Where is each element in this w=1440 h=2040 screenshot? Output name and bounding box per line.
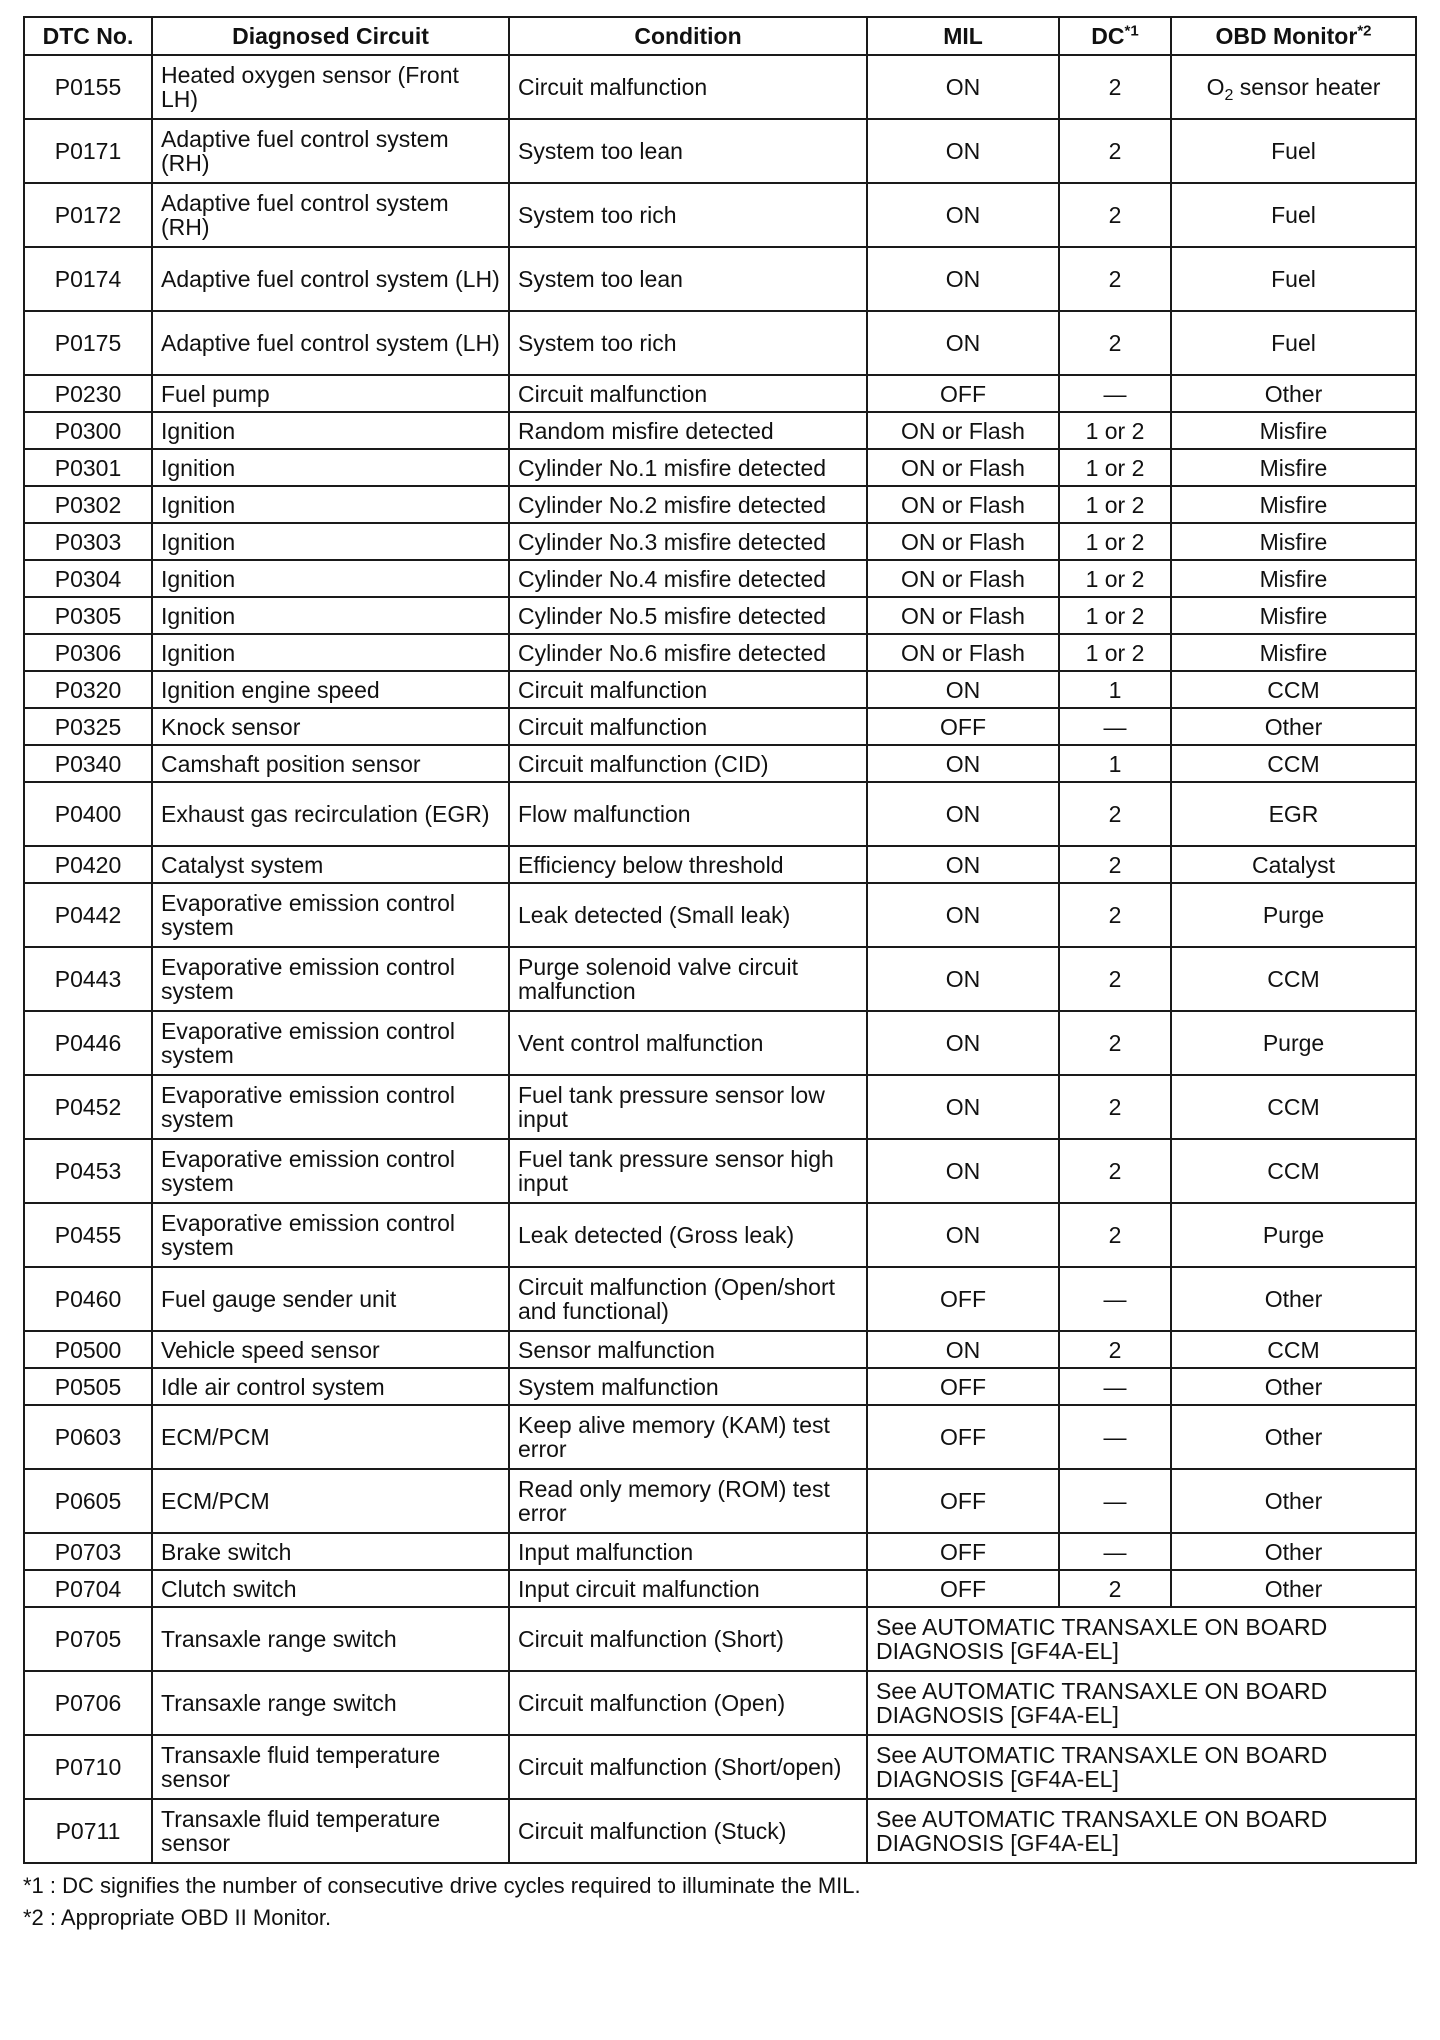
header-circuit: Diagnosed Circuit bbox=[152, 17, 509, 55]
condition-cell: System malfunction bbox=[509, 1368, 867, 1405]
obd-monitor-cell: Other bbox=[1171, 1405, 1416, 1469]
condition-cell: Circuit malfunction (Stuck) bbox=[509, 1799, 867, 1863]
dc-cell: 2 bbox=[1059, 247, 1171, 311]
obd-monitor-cell: Other bbox=[1171, 1533, 1416, 1570]
obd-monitor-cell: Catalyst bbox=[1171, 846, 1416, 883]
obd-monitor-cell: Purge bbox=[1171, 883, 1416, 947]
dtc-code-cell: P0302 bbox=[24, 486, 152, 523]
table-row bbox=[24, 55, 1416, 119]
dc-cell: 1 bbox=[1059, 745, 1171, 782]
dtc-code-cell: P0505 bbox=[24, 1368, 152, 1405]
obd-monitor-cell: CCM bbox=[1171, 1331, 1416, 1368]
table-row bbox=[24, 634, 1416, 671]
condition-cell: Circuit malfunction (Short/open) bbox=[509, 1735, 867, 1799]
mil-cell: ON bbox=[867, 55, 1059, 119]
diagnosed-circuit-cell: Camshaft position sensor bbox=[152, 745, 509, 782]
diagnosed-circuit-cell: Evaporative emission control system bbox=[152, 1011, 509, 1075]
table-row bbox=[24, 782, 1416, 846]
obd-monitor-cell: EGR bbox=[1171, 782, 1416, 846]
diagnosed-circuit-cell: Ignition bbox=[152, 597, 509, 634]
table-row bbox=[24, 1735, 1416, 1799]
obd-monitor-cell: Misfire bbox=[1171, 449, 1416, 486]
dc-cell: 2 bbox=[1059, 183, 1171, 247]
mil-cell: ON bbox=[867, 1139, 1059, 1203]
dc-cell: 1 or 2 bbox=[1059, 523, 1171, 560]
footnote-1: *1 : DC signifies the number of consecutive drive cycles required to illuminate the MIL. bbox=[23, 1873, 861, 1898]
diagnosed-circuit-cell: Ignition engine speed bbox=[152, 671, 509, 708]
diagnosed-circuit-cell: Idle air control system bbox=[152, 1368, 509, 1405]
table-row bbox=[24, 523, 1416, 560]
table-row bbox=[24, 119, 1416, 183]
header-dc-footnote-mark: *1 bbox=[1124, 22, 1139, 40]
dtc-code-cell: P0704 bbox=[24, 1570, 152, 1607]
table-row bbox=[24, 708, 1416, 745]
mil-cell: OFF bbox=[867, 1533, 1059, 1570]
obd-monitor-cell: Other bbox=[1171, 375, 1416, 412]
dtc-code-cell: P0400 bbox=[24, 782, 152, 846]
obd-monitor-cell: Fuel bbox=[1171, 247, 1416, 311]
diagnosed-circuit-cell: Brake switch bbox=[152, 1533, 509, 1570]
condition-cell: Circuit malfunction bbox=[509, 375, 867, 412]
header-obd-label: OBD Monitor bbox=[1215, 23, 1358, 49]
obd-monitor-cell: Other bbox=[1171, 1469, 1416, 1533]
condition-cell: Circuit malfunction (CID) bbox=[509, 745, 867, 782]
obd-monitor-cell: CCM bbox=[1171, 947, 1416, 1011]
dc-cell: 2 bbox=[1059, 1011, 1171, 1075]
table-row bbox=[24, 671, 1416, 708]
condition-cell: Cylinder No.2 misfire detected bbox=[509, 486, 867, 523]
dtc-code-cell: P0420 bbox=[24, 846, 152, 883]
see-reference-cell: See AUTOMATIC TRANSAXLE ON BOARD DIAGNOSIS [GF4A-EL] bbox=[867, 1799, 1416, 1863]
condition-cell: Read only memory (ROM) test error bbox=[509, 1469, 867, 1533]
mil-cell: ON bbox=[867, 671, 1059, 708]
dtc-code-cell: P0303 bbox=[24, 523, 152, 560]
dtc-code-cell: P0301 bbox=[24, 449, 152, 486]
table-row bbox=[24, 1075, 1416, 1139]
condition-cell: Circuit malfunction bbox=[509, 671, 867, 708]
table-row bbox=[24, 1011, 1416, 1075]
condition-cell: Cylinder No.1 misfire detected bbox=[509, 449, 867, 486]
dc-cell: 2 bbox=[1059, 782, 1171, 846]
condition-cell: Leak detected (Small leak) bbox=[509, 883, 867, 947]
dc-cell: 2 bbox=[1059, 1203, 1171, 1267]
diagnosed-circuit-cell: ECM/PCM bbox=[152, 1469, 509, 1533]
diagnosed-circuit-cell: ECM/PCM bbox=[152, 1405, 509, 1469]
obd-monitor-cell: Other bbox=[1171, 1368, 1416, 1405]
dc-cell: 1 or 2 bbox=[1059, 449, 1171, 486]
mil-cell: OFF bbox=[867, 1570, 1059, 1607]
dc-cell: 1 or 2 bbox=[1059, 412, 1171, 449]
diagnosed-circuit-cell: Transaxle fluid temperature sensor bbox=[152, 1799, 509, 1863]
diagnosed-circuit-cell: Ignition bbox=[152, 449, 509, 486]
mil-cell: ON bbox=[867, 1331, 1059, 1368]
condition-cell: Purge solenoid valve circuit malfunction bbox=[509, 947, 867, 1011]
dtc-code-cell: P0171 bbox=[24, 119, 152, 183]
table-row bbox=[24, 1607, 1416, 1671]
obd-monitor-cell: $O_2$ sensor heater bbox=[1171, 55, 1416, 119]
dc-cell: — bbox=[1059, 1405, 1171, 1469]
diagnosed-circuit-cell: Ignition bbox=[152, 412, 509, 449]
footnotes bbox=[23, 1870, 1415, 1934]
mil-cell: OFF bbox=[867, 1267, 1059, 1331]
table-row bbox=[24, 560, 1416, 597]
mil-cell: ON or Flash bbox=[867, 449, 1059, 486]
condition-cell: Vent control malfunction bbox=[509, 1011, 867, 1075]
dtc-document bbox=[23, 16, 1415, 1934]
mil-cell: ON bbox=[867, 247, 1059, 311]
diagnosed-circuit-cell: Evaporative emission control system bbox=[152, 1075, 509, 1139]
dtc-code-cell: P0710 bbox=[24, 1735, 152, 1799]
table-row bbox=[24, 1139, 1416, 1203]
condition-cell: Circuit malfunction (Open/short and functional) bbox=[509, 1267, 867, 1331]
table-row bbox=[24, 1469, 1416, 1533]
diagnosed-circuit-cell: Ignition bbox=[152, 634, 509, 671]
condition-cell: Sensor malfunction bbox=[509, 1331, 867, 1368]
dtc-code-cell: P0453 bbox=[24, 1139, 152, 1203]
table-row bbox=[24, 883, 1416, 947]
mil-cell: OFF bbox=[867, 375, 1059, 412]
mil-cell: OFF bbox=[867, 708, 1059, 745]
header-dtc: DTC No. bbox=[24, 17, 152, 55]
table-row bbox=[24, 1267, 1416, 1331]
mil-cell: ON bbox=[867, 119, 1059, 183]
condition-cell: Input malfunction bbox=[509, 1533, 867, 1570]
dtc-code-cell: P0306 bbox=[24, 634, 152, 671]
dtc-code-cell: P0155 bbox=[24, 55, 152, 119]
table-row bbox=[24, 1203, 1416, 1267]
condition-cell: Keep alive memory (KAM) test error bbox=[509, 1405, 867, 1469]
diagnosed-circuit-cell: Transaxle range switch bbox=[152, 1607, 509, 1671]
dc-cell: 1 or 2 bbox=[1059, 634, 1171, 671]
diagnosed-circuit-cell: Catalyst system bbox=[152, 846, 509, 883]
condition-cell: Flow malfunction bbox=[509, 782, 867, 846]
obd-monitor-cell: Misfire bbox=[1171, 523, 1416, 560]
table-row bbox=[24, 745, 1416, 782]
dtc-code-cell: P0711 bbox=[24, 1799, 152, 1863]
table-row bbox=[24, 311, 1416, 375]
dtc-code-cell: P0304 bbox=[24, 560, 152, 597]
obd-monitor-cell: Misfire bbox=[1171, 412, 1416, 449]
table-row bbox=[24, 486, 1416, 523]
table-row bbox=[24, 449, 1416, 486]
mil-cell: ON bbox=[867, 1203, 1059, 1267]
condition-cell: Cylinder No.6 misfire detected bbox=[509, 634, 867, 671]
obd-monitor-cell: Other bbox=[1171, 1570, 1416, 1607]
diagnosed-circuit-cell: Ignition bbox=[152, 486, 509, 523]
condition-cell: Fuel tank pressure sensor high input bbox=[509, 1139, 867, 1203]
dtc-code-cell: P0320 bbox=[24, 671, 152, 708]
table-row bbox=[24, 1368, 1416, 1405]
obd-monitor-cell: Fuel bbox=[1171, 311, 1416, 375]
mil-cell: ON or Flash bbox=[867, 523, 1059, 560]
diagnosed-circuit-cell: Fuel pump bbox=[152, 375, 509, 412]
footnote-2: *2 : Appropriate OBD II Monitor. bbox=[23, 1905, 332, 1930]
dtc-code-cell: P0175 bbox=[24, 311, 152, 375]
table-row bbox=[24, 1331, 1416, 1368]
diagnosed-circuit-cell: Exhaust gas recirculation (EGR) bbox=[152, 782, 509, 846]
dtc-code-cell: P0460 bbox=[24, 1267, 152, 1331]
table-row bbox=[24, 183, 1416, 247]
obd-monitor-cell: CCM bbox=[1171, 745, 1416, 782]
condition-cell: Circuit malfunction (Short) bbox=[509, 1607, 867, 1671]
obd-monitor-cell: Misfire bbox=[1171, 597, 1416, 634]
dc-cell: 2 bbox=[1059, 1570, 1171, 1607]
dc-cell: — bbox=[1059, 1267, 1171, 1331]
mil-cell: OFF bbox=[867, 1368, 1059, 1405]
obd-monitor-cell: Other bbox=[1171, 708, 1416, 745]
table-row bbox=[24, 1799, 1416, 1863]
obd-monitor-cell: Misfire bbox=[1171, 486, 1416, 523]
dc-cell: — bbox=[1059, 375, 1171, 412]
mil-cell: OFF bbox=[867, 1469, 1059, 1533]
mil-cell: ON bbox=[867, 947, 1059, 1011]
mil-cell: ON bbox=[867, 1075, 1059, 1139]
diagnosed-circuit-cell: Adaptive fuel control system (LH) bbox=[152, 247, 509, 311]
condition-cell: Input circuit malfunction bbox=[509, 1570, 867, 1607]
dtc-code-cell: P0340 bbox=[24, 745, 152, 782]
dtc-code-cell: P0705 bbox=[24, 1607, 152, 1671]
header-dc bbox=[1059, 17, 1171, 55]
obd-monitor-cell: Fuel bbox=[1171, 119, 1416, 183]
dtc-code-cell: P0603 bbox=[24, 1405, 152, 1469]
dc-cell: 1 bbox=[1059, 671, 1171, 708]
obd-monitor-cell: CCM bbox=[1171, 671, 1416, 708]
mil-cell: ON bbox=[867, 183, 1059, 247]
condition-cell: System too rich bbox=[509, 311, 867, 375]
obd-monitor-cell: CCM bbox=[1171, 1075, 1416, 1139]
dtc-code-cell: P0605 bbox=[24, 1469, 152, 1533]
condition-cell: System too rich bbox=[509, 183, 867, 247]
header-dc-label: DC bbox=[1091, 23, 1125, 49]
dtc-code-cell: P0446 bbox=[24, 1011, 152, 1075]
mil-cell: ON bbox=[867, 745, 1059, 782]
dtc-code-cell: P0172 bbox=[24, 183, 152, 247]
dtc-code-cell: P0442 bbox=[24, 883, 152, 947]
condition-cell: Cylinder No.5 misfire detected bbox=[509, 597, 867, 634]
obd-monitor-cell: Misfire bbox=[1171, 560, 1416, 597]
table-row bbox=[24, 247, 1416, 311]
diagnosed-circuit-cell: Clutch switch bbox=[152, 1570, 509, 1607]
see-reference-cell: See AUTOMATIC TRANSAXLE ON BOARD DIAGNOSIS [GF4A-EL] bbox=[867, 1671, 1416, 1735]
dtc-table bbox=[23, 16, 1417, 1864]
diagnosed-circuit-cell: Ignition bbox=[152, 523, 509, 560]
table-row bbox=[24, 1405, 1416, 1469]
diagnosed-circuit-cell: Heated oxygen sensor (Front LH) bbox=[152, 55, 509, 119]
dtc-code-cell: P0300 bbox=[24, 412, 152, 449]
table-row bbox=[24, 1570, 1416, 1607]
obd-monitor-cell: Other bbox=[1171, 1267, 1416, 1331]
mil-cell: ON bbox=[867, 1011, 1059, 1075]
dtc-code-cell: P0452 bbox=[24, 1075, 152, 1139]
header-obd-footnote-mark: *2 bbox=[1357, 22, 1372, 40]
dtc-code-cell: P0230 bbox=[24, 375, 152, 412]
dtc-code-cell: P0706 bbox=[24, 1671, 152, 1735]
dc-cell: 2 bbox=[1059, 311, 1171, 375]
dc-cell: 2 bbox=[1059, 1331, 1171, 1368]
condition-cell: Circuit malfunction (Open) bbox=[509, 1671, 867, 1735]
dc-cell: 2 bbox=[1059, 119, 1171, 183]
table-row bbox=[24, 412, 1416, 449]
dc-cell: — bbox=[1059, 1469, 1171, 1533]
dc-cell: 2 bbox=[1059, 55, 1171, 119]
condition-cell: Leak detected (Gross leak) bbox=[509, 1203, 867, 1267]
condition-cell: Cylinder No.4 misfire detected bbox=[509, 560, 867, 597]
table-row bbox=[24, 1533, 1416, 1570]
table-row bbox=[24, 846, 1416, 883]
dtc-code-cell: P0500 bbox=[24, 1331, 152, 1368]
diagnosed-circuit-cell: Transaxle range switch bbox=[152, 1671, 509, 1735]
mil-cell: ON bbox=[867, 883, 1059, 947]
mil-cell: ON bbox=[867, 782, 1059, 846]
dtc-table-body bbox=[24, 55, 1416, 1863]
mil-cell: OFF bbox=[867, 1405, 1059, 1469]
dc-cell: — bbox=[1059, 708, 1171, 745]
condition-cell: Circuit malfunction bbox=[509, 55, 867, 119]
mil-cell: ON or Flash bbox=[867, 560, 1059, 597]
dtc-code-cell: P0305 bbox=[24, 597, 152, 634]
diagnosed-circuit-cell: Evaporative emission control system bbox=[152, 947, 509, 1011]
diagnosed-circuit-cell: Fuel gauge sender unit bbox=[152, 1267, 509, 1331]
diagnosed-circuit-cell: Evaporative emission control system bbox=[152, 1203, 509, 1267]
dc-cell: 2 bbox=[1059, 846, 1171, 883]
obd-monitor-cell: Misfire bbox=[1171, 634, 1416, 671]
mil-cell: ON or Flash bbox=[867, 412, 1059, 449]
condition-cell: System too lean bbox=[509, 119, 867, 183]
table-row bbox=[24, 1671, 1416, 1735]
condition-cell: Cylinder No.3 misfire detected bbox=[509, 523, 867, 560]
table-row bbox=[24, 597, 1416, 634]
dc-cell: — bbox=[1059, 1368, 1171, 1405]
dc-cell: — bbox=[1059, 1533, 1171, 1570]
table-row bbox=[24, 375, 1416, 412]
dc-cell: 2 bbox=[1059, 1075, 1171, 1139]
condition-cell: Circuit malfunction bbox=[509, 708, 867, 745]
diagnosed-circuit-cell: Knock sensor bbox=[152, 708, 509, 745]
condition-cell: Efficiency below threshold bbox=[509, 846, 867, 883]
o2-subscript: 2 bbox=[1224, 87, 1234, 104]
mil-cell: ON or Flash bbox=[867, 597, 1059, 634]
dc-cell: 2 bbox=[1059, 1139, 1171, 1203]
obd-monitor-cell: Purge bbox=[1171, 1203, 1416, 1267]
condition-cell: System too lean bbox=[509, 247, 867, 311]
dc-cell: 2 bbox=[1059, 947, 1171, 1011]
dtc-code-cell: P0174 bbox=[24, 247, 152, 311]
dtc-code-cell: P0325 bbox=[24, 708, 152, 745]
diagnosed-circuit-cell: Adaptive fuel control system (RH) bbox=[152, 119, 509, 183]
dc-cell: 1 or 2 bbox=[1059, 597, 1171, 634]
header-condition: Condition bbox=[509, 17, 867, 55]
condition-cell: Random misfire detected bbox=[509, 412, 867, 449]
diagnosed-circuit-cell: Evaporative emission control system bbox=[152, 883, 509, 947]
see-reference-cell: See AUTOMATIC TRANSAXLE ON BOARD DIAGNOSIS [GF4A-EL] bbox=[867, 1607, 1416, 1671]
dtc-code-cell: P0455 bbox=[24, 1203, 152, 1267]
diagnosed-circuit-cell: Ignition bbox=[152, 560, 509, 597]
table-row bbox=[24, 947, 1416, 1011]
dc-cell: 1 or 2 bbox=[1059, 486, 1171, 523]
obd-monitor-cell: Purge bbox=[1171, 1011, 1416, 1075]
obd-monitor-cell: Fuel bbox=[1171, 183, 1416, 247]
diagnosed-circuit-cell: Transaxle fluid temperature sensor bbox=[152, 1735, 509, 1799]
diagnosed-circuit-cell: Adaptive fuel control system (RH) bbox=[152, 183, 509, 247]
condition-cell: Fuel tank pressure sensor low input bbox=[509, 1075, 867, 1139]
see-reference-cell: See AUTOMATIC TRANSAXLE ON BOARD DIAGNOSIS [GF4A-EL] bbox=[867, 1735, 1416, 1799]
obd-monitor-cell: CCM bbox=[1171, 1139, 1416, 1203]
diagnosed-circuit-cell: Evaporative emission control system bbox=[152, 1139, 509, 1203]
diagnosed-circuit-cell: Adaptive fuel control system (LH) bbox=[152, 311, 509, 375]
header-row bbox=[24, 17, 1416, 55]
dtc-code-cell: P0703 bbox=[24, 1533, 152, 1570]
mil-cell: ON bbox=[867, 311, 1059, 375]
mil-cell: ON or Flash bbox=[867, 634, 1059, 671]
mil-cell: ON or Flash bbox=[867, 486, 1059, 523]
diagnosed-circuit-cell: Vehicle speed sensor bbox=[152, 1331, 509, 1368]
dc-cell: 2 bbox=[1059, 883, 1171, 947]
dtc-code-cell: P0443 bbox=[24, 947, 152, 1011]
header-mil: MIL bbox=[867, 17, 1059, 55]
mil-cell: ON bbox=[867, 846, 1059, 883]
header-obd bbox=[1171, 17, 1416, 55]
dc-cell: 1 or 2 bbox=[1059, 560, 1171, 597]
